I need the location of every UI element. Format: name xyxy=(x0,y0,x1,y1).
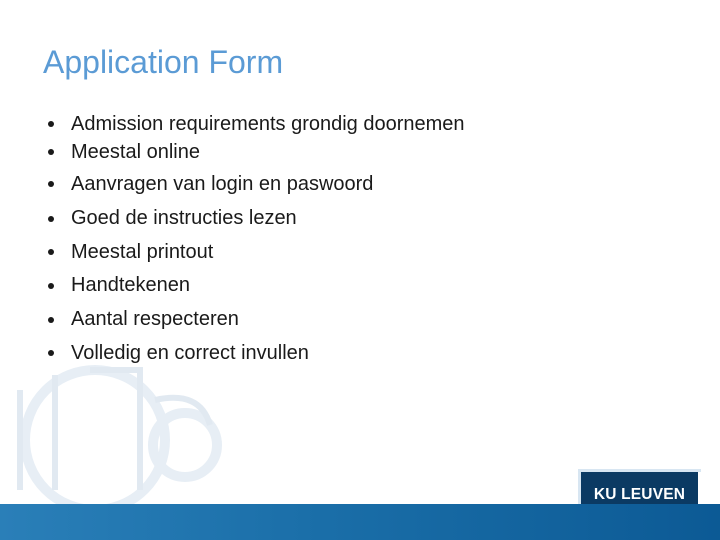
bullet-dot-icon xyxy=(48,350,54,356)
bullet-item xyxy=(44,166,465,202)
bullet-item xyxy=(44,269,465,303)
bullet-item xyxy=(44,303,465,337)
bullet-text: Volledig en correct invullen xyxy=(71,341,309,364)
bullet-list xyxy=(44,110,465,370)
bullet-item xyxy=(44,202,465,236)
bullet-text: Meestal online xyxy=(71,140,200,163)
bullet-text: Aanvragen van login en paswoord xyxy=(71,172,374,195)
bullet-item xyxy=(44,138,465,166)
bullet-text: Admission requirements grondig doornemen xyxy=(71,112,465,135)
bullet-text: Handtekenen xyxy=(71,274,190,297)
bullet-text: Goed de instructies lezen xyxy=(71,207,297,230)
bullet-dot-icon xyxy=(48,249,54,255)
bullet-item xyxy=(44,110,465,138)
footer-bar xyxy=(0,504,720,540)
bullet-item xyxy=(44,236,465,270)
bullet-item xyxy=(44,336,465,370)
bullet-dot-icon xyxy=(48,181,54,187)
bullet-dot-icon xyxy=(48,216,54,222)
bullet-dot-icon xyxy=(48,317,54,323)
bullet-dot-icon xyxy=(48,121,54,127)
bullet-dot-icon xyxy=(48,283,54,289)
bullet-dot-icon xyxy=(48,149,54,155)
ku-leuven-logo: KU LEUVEN xyxy=(581,472,698,518)
bullet-text: Aantal respecteren xyxy=(71,308,239,331)
bullet-text: Meestal printout xyxy=(71,240,214,263)
slide-title: Application Form xyxy=(43,44,284,80)
